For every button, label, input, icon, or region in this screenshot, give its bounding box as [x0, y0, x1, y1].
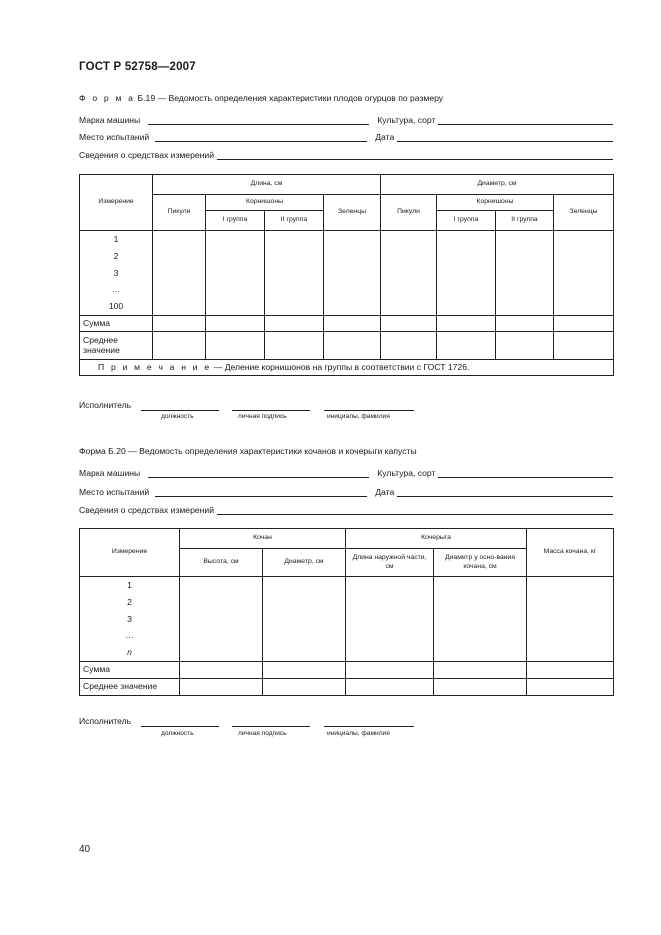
data-cell[interactable]: [346, 577, 434, 662]
name-caption: инициалы, фамилия: [327, 730, 390, 737]
base-diameter-header: Диаметр у осно-вания кочана, см: [434, 549, 527, 577]
page-number: 40: [79, 844, 91, 855]
machine-field[interactable]: [148, 114, 369, 125]
standard-header: ГОСТ Р 52758—2007: [79, 61, 196, 73]
group1-header: I группа: [206, 211, 265, 231]
form19-title-prefix: Ф о р м а: [79, 93, 136, 103]
row-number: 3: [127, 613, 132, 624]
executor-label: Исполнитель: [79, 400, 132, 410]
group1-header: I группа: [437, 211, 496, 231]
gherkins-header: Корнишоны: [206, 195, 324, 211]
data-cell[interactable]: [527, 577, 614, 662]
culture-label: Культура, сорт: [377, 115, 436, 125]
measure-numbers: [80, 231, 153, 316]
sum-cell[interactable]: [263, 661, 346, 678]
name-caption: инициалы, фамилия: [327, 413, 390, 420]
sum-cell[interactable]: [153, 315, 206, 331]
date-label: Дата: [375, 487, 395, 497]
row-number: 2: [127, 596, 132, 607]
data-cell[interactable]: [381, 231, 437, 316]
mean-cell[interactable]: [434, 678, 527, 695]
machine-label: Марка машины: [79, 468, 141, 478]
mean-cell[interactable]: [381, 331, 437, 359]
group2-header: II группа: [496, 211, 554, 231]
mean-cell[interactable]: [153, 331, 206, 359]
form20-table: [79, 528, 614, 696]
pickles-header: Пикули: [381, 195, 437, 231]
data-cell[interactable]: [434, 577, 527, 662]
row-number: …: [111, 284, 121, 295]
data-cell[interactable]: [554, 231, 614, 316]
form20-title: Форма Б.20 — Ведомость определения характеристики кочанов и кочерыги капусты: [79, 446, 417, 456]
group2-header: II группа: [265, 211, 324, 231]
sum-label: Сумма: [80, 315, 153, 331]
culture-field[interactable]: [438, 467, 613, 478]
instruments-label: Сведения о средствах измерений: [79, 505, 214, 515]
data-cell[interactable]: [265, 231, 324, 316]
data-cell[interactable]: [263, 577, 346, 662]
place-label: Место испытаний: [79, 487, 150, 497]
table-note: [80, 359, 614, 375]
place-label: Место испытаний: [79, 132, 150, 142]
measure-header: Измерение: [80, 175, 153, 231]
form20-row-machine: [79, 464, 613, 478]
instruments-field[interactable]: [217, 149, 613, 160]
date-field[interactable]: [397, 131, 613, 142]
signature-caption: личная подпись: [238, 413, 287, 420]
data-cell[interactable]: [180, 577, 263, 662]
sum-cell[interactable]: [265, 315, 324, 331]
measure-header: Измерение: [80, 529, 180, 577]
row-number: …: [125, 630, 134, 641]
name-line[interactable]: [324, 409, 414, 411]
diameter-header: Диаметр, см: [381, 175, 614, 195]
mean-cell[interactable]: [265, 331, 324, 359]
place-field[interactable]: [155, 486, 367, 497]
position-line[interactable]: [141, 409, 219, 411]
row-number: 1: [127, 580, 132, 590]
mean-cell[interactable]: [180, 678, 263, 695]
form19-table: [79, 174, 614, 376]
position-line[interactable]: [141, 725, 219, 727]
sum-cell[interactable]: [437, 315, 496, 331]
sum-cell[interactable]: [346, 661, 434, 678]
name-line[interactable]: [324, 725, 414, 727]
length-header: Длина, см: [153, 175, 381, 195]
data-cell[interactable]: [324, 231, 381, 316]
data-cell[interactable]: [496, 231, 554, 316]
sum-cell[interactable]: [434, 661, 527, 678]
row-number: n: [127, 647, 132, 658]
form19-row-place: [79, 128, 613, 142]
mass-header: Масса кочана, кг: [527, 529, 614, 577]
culture-field[interactable]: [438, 114, 613, 125]
sum-cell[interactable]: [180, 661, 263, 678]
head-header: Кочан: [180, 529, 346, 549]
mean-cell[interactable]: [527, 678, 614, 695]
data-cell[interactable]: [153, 231, 206, 316]
form19-title-rest: Б.19 — Ведомость определения характеристики плодов огурцов по размеру: [137, 93, 444, 103]
gherkins-header: Корнишоны: [437, 195, 554, 211]
signature-line[interactable]: [232, 409, 310, 411]
mean-cell[interactable]: [346, 678, 434, 695]
sum-label: Сумма: [80, 661, 180, 678]
note-text: — Деление корнишонов на группы в соответствии с ГОСТ 1726.: [213, 361, 470, 372]
data-cell[interactable]: [206, 231, 265, 316]
mean-cell[interactable]: [496, 331, 554, 359]
mean-label: Среднее значение: [80, 678, 180, 695]
machine-label: Марка машины: [79, 115, 141, 125]
instruments-field[interactable]: [217, 504, 613, 515]
greens-header: Зеленцы: [324, 195, 381, 231]
date-label: Дата: [375, 132, 395, 142]
form19-row-instruments: [79, 146, 613, 160]
sum-cell[interactable]: [206, 315, 265, 331]
instruments-label: Сведения о средствах измерений: [79, 150, 214, 160]
form19-title: [79, 93, 443, 103]
culture-label: Культура, сорт: [377, 468, 436, 478]
form19-row-machine: [79, 111, 613, 125]
date-field[interactable]: [397, 486, 613, 497]
mean-cell[interactable]: [263, 678, 346, 695]
mean-label: Среднее значение: [80, 331, 153, 359]
stalk-header: Кочерыга: [346, 529, 527, 549]
greens-header: Зеленцы: [554, 195, 614, 231]
sum-cell[interactable]: [381, 315, 437, 331]
row-number: 2: [113, 250, 119, 261]
sum-cell[interactable]: [554, 315, 614, 331]
form20-row-instruments: [79, 501, 613, 515]
outer-length-header: Длина наружной части, см: [346, 549, 434, 577]
form20-row-place: [79, 483, 613, 497]
row-number: 3: [113, 267, 119, 278]
sum-cell[interactable]: [496, 315, 554, 331]
data-cell[interactable]: [437, 231, 496, 316]
signature-line[interactable]: [232, 725, 310, 727]
place-field[interactable]: [155, 131, 367, 142]
signature-caption: личная подпись: [238, 730, 287, 737]
sum-cell[interactable]: [324, 315, 381, 331]
diameter-header: Диаметр, см: [263, 549, 346, 577]
mean-cell[interactable]: [554, 331, 614, 359]
mean-cell[interactable]: [437, 331, 496, 359]
executor-label: Исполнитель: [79, 716, 132, 726]
mean-cell[interactable]: [324, 331, 381, 359]
pickles-header: Пикули: [153, 195, 206, 231]
position-caption: должность: [161, 413, 194, 420]
row-number: 1: [113, 234, 119, 244]
row-number: 100: [108, 301, 124, 312]
measure-numbers: [80, 577, 180, 662]
machine-field[interactable]: [148, 467, 369, 478]
position-caption: должность: [161, 730, 194, 737]
note-prefix: П р и м е ч а н и е: [98, 361, 212, 372]
height-header: Высота, см: [180, 549, 263, 577]
mean-cell[interactable]: [206, 331, 265, 359]
sum-cell[interactable]: [527, 661, 614, 678]
